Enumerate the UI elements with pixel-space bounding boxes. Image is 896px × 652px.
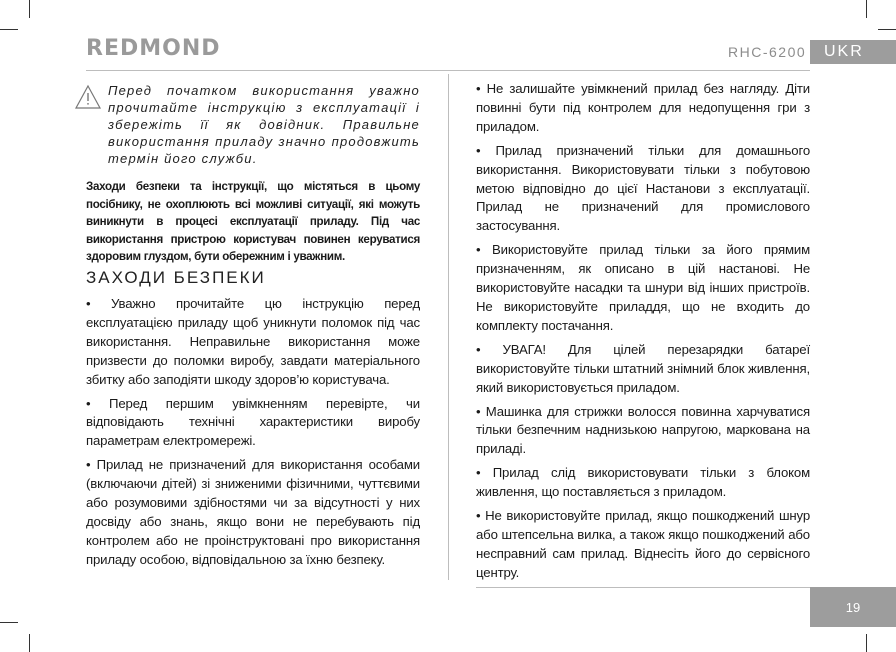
intro-warning: Перед початком використання уважно прочитайте інструкцію з експлуатації і збережіть її як довідник. Правильне використання приладу значно продовжить термін його служби. bbox=[108, 83, 420, 166]
language-label: UKR bbox=[824, 43, 864, 60]
paragraph: • Машинка для стрижки волосся повинна харчуватися тільки безпечним наднизькою напругою, маркована на приладі. bbox=[476, 403, 810, 457]
crop-mark bbox=[0, 29, 18, 30]
paragraph: • Уважно прочитайте цю інструкцію перед експлуатацією приладу щоб уникнути поломок під час використання. Неправильне використання можe призвести до поломки виробу, завдати матеріального збитку або заподіяти шкоду здоров’ю користувача. bbox=[86, 296, 420, 387]
column-divider bbox=[448, 74, 449, 580]
model-number: RHC-6200 bbox=[728, 44, 807, 60]
crop-mark bbox=[0, 622, 18, 623]
crop-mark bbox=[878, 29, 896, 30]
language-tab bbox=[810, 40, 896, 64]
brand-logo: REDMOND bbox=[86, 36, 221, 61]
paragraph: • Прилад не призначений для використання особами (включаючи дітей) зі зниженими фізичними, чуттєвими або розумовими здібностями чи за відсутності у них досвіду або знань, якщо вони не перебувають під контролем або не проінструктовані про використання приладу особою, відповідальною за їхню безпеку. bbox=[86, 457, 420, 567]
crop-mark bbox=[29, 634, 30, 652]
crop-mark bbox=[866, 634, 867, 652]
paragraph: • Не залишайте увімкнений прилад без нагляду. Діти повинні бути під контролем для недопущення гри з приладом. bbox=[476, 81, 810, 134]
section-heading: ЗАХОДИ БЕЗПЕКИ bbox=[86, 268, 266, 287]
page-number: 19 bbox=[845, 599, 861, 615]
paragraph: • УВАГА! Для цілей перезарядки батареї використовуйте тільки штатний знімний блок живлення, який використовується приладом. bbox=[476, 341, 810, 395]
paragraph: • Використовуйте прилад тільки за його прямим призначенням, як описано в цій настанові. Не використовуйте насадки та шнури від інших пристроїв. Не використовуйте приладдя, що не входить до комплекту постачання. bbox=[476, 242, 810, 333]
page-number-tab bbox=[810, 587, 896, 627]
left-column-body bbox=[86, 295, 420, 575]
crop-mark bbox=[29, 0, 30, 18]
header-rule bbox=[86, 70, 810, 71]
paragraph: • Не використовуйте прилад, якщо пошкоджений шнур або штепсельна вилка, а також якщо пошкоджений або несправний сам прилад. Віднесіть його до сервісного центру. bbox=[476, 508, 810, 580]
paragraph: • Прилад слід використовувати тільки з блоком живлення, що поставляється з приладом. bbox=[476, 465, 810, 500]
paragraph: • Прилад призначений тільки для домашнього використання. Використовувати тільки з побутовою метою відповідно до цієї Настанови з експлуатації. Прилад не призначений для промислового застосування. bbox=[476, 142, 810, 234]
right-column-body bbox=[476, 80, 810, 588]
safety-notice: Заходи безпеки та інструкції, що містяться в цьому посібнику, не охоплюють всі можливі ситуації, які можуть виникнути в процесі експлуатації приладу. Під час використання пристрою користувач повинен керуватися здоровим глуздом, бути обережним і уважним. bbox=[86, 180, 420, 264]
crop-mark bbox=[866, 0, 867, 18]
paragraph: • Перед першим увімкненням перевірте, чи відповідають технічні характеристики виробу параметрам електромережі. bbox=[86, 395, 420, 449]
warning-triangle-icon bbox=[74, 84, 102, 110]
footer-rule bbox=[476, 587, 810, 588]
